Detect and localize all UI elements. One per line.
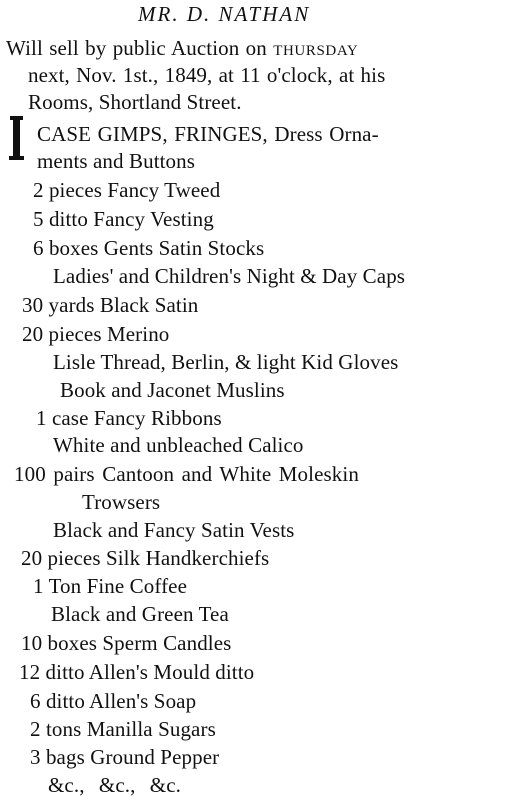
- item-line-15: 20 pieces Silk Handkerchiefs: [21, 546, 270, 570]
- item-line-13: Trowsers: [82, 490, 161, 514]
- item-line-20: 6 ditto Allen's Soap: [30, 689, 197, 713]
- advert-title: MR. D. NATHAN: [138, 2, 311, 26]
- item-line-11: White and unbleached Calico: [53, 433, 304, 457]
- intro-line-3: Rooms, Shortland Street.: [28, 90, 242, 114]
- item-line-8: Lisle Thread, Berlin, & light Kid Gloves: [53, 350, 399, 374]
- drop-cap-letter: [8, 116, 25, 160]
- item-line-19: 12 ditto Allen's Mould ditto: [19, 660, 255, 684]
- item-line-0: CASE GIMPS, FRINGES, Dress Orna-: [37, 122, 379, 146]
- intro-weekday: THURSDAY: [273, 43, 359, 59]
- item-line-7: 20 pieces Merino: [22, 322, 170, 346]
- item-line-14: Black and Fancy Satin Vests: [53, 518, 295, 542]
- item-line-18: 10 boxes Sperm Candles: [21, 631, 232, 655]
- intro-line-2: next, Nov. 1st., 1849, at 11 o'clock, at his: [28, 63, 386, 87]
- item-line-23: &c., &c., &c.: [48, 773, 182, 797]
- item-line-1: ments and Buttons: [37, 149, 196, 173]
- intro-line-1-text: Will sell by public Auction on: [6, 36, 274, 60]
- item-line-5: Ladies' and Children's Night & Day Caps: [53, 264, 406, 288]
- intro-line-1: [6, 36, 358, 63]
- item-line-17: Black and Green Tea: [51, 602, 229, 626]
- item-line-21: 2 tons Manilla Sugars: [30, 717, 216, 741]
- item-line-16: 1 Ton Fine Coffee: [33, 574, 188, 598]
- item-line-12: 100 pairs Cantoon and White Moleskin: [14, 462, 359, 486]
- item-line-2: 2 pieces Fancy Tweed: [33, 178, 221, 202]
- item-line-9: Book and Jaconet Muslins: [60, 378, 285, 402]
- item-line-6: 30 yards Black Satin: [22, 293, 199, 317]
- item-line-4: 6 boxes Gents Satin Stocks: [33, 236, 265, 260]
- item-line-10: 1 case Fancy Ribbons: [36, 406, 222, 430]
- item-line-3: 5 ditto Fancy Vesting: [33, 207, 214, 231]
- item-line-22: 3 bags Ground Pepper: [30, 745, 220, 769]
